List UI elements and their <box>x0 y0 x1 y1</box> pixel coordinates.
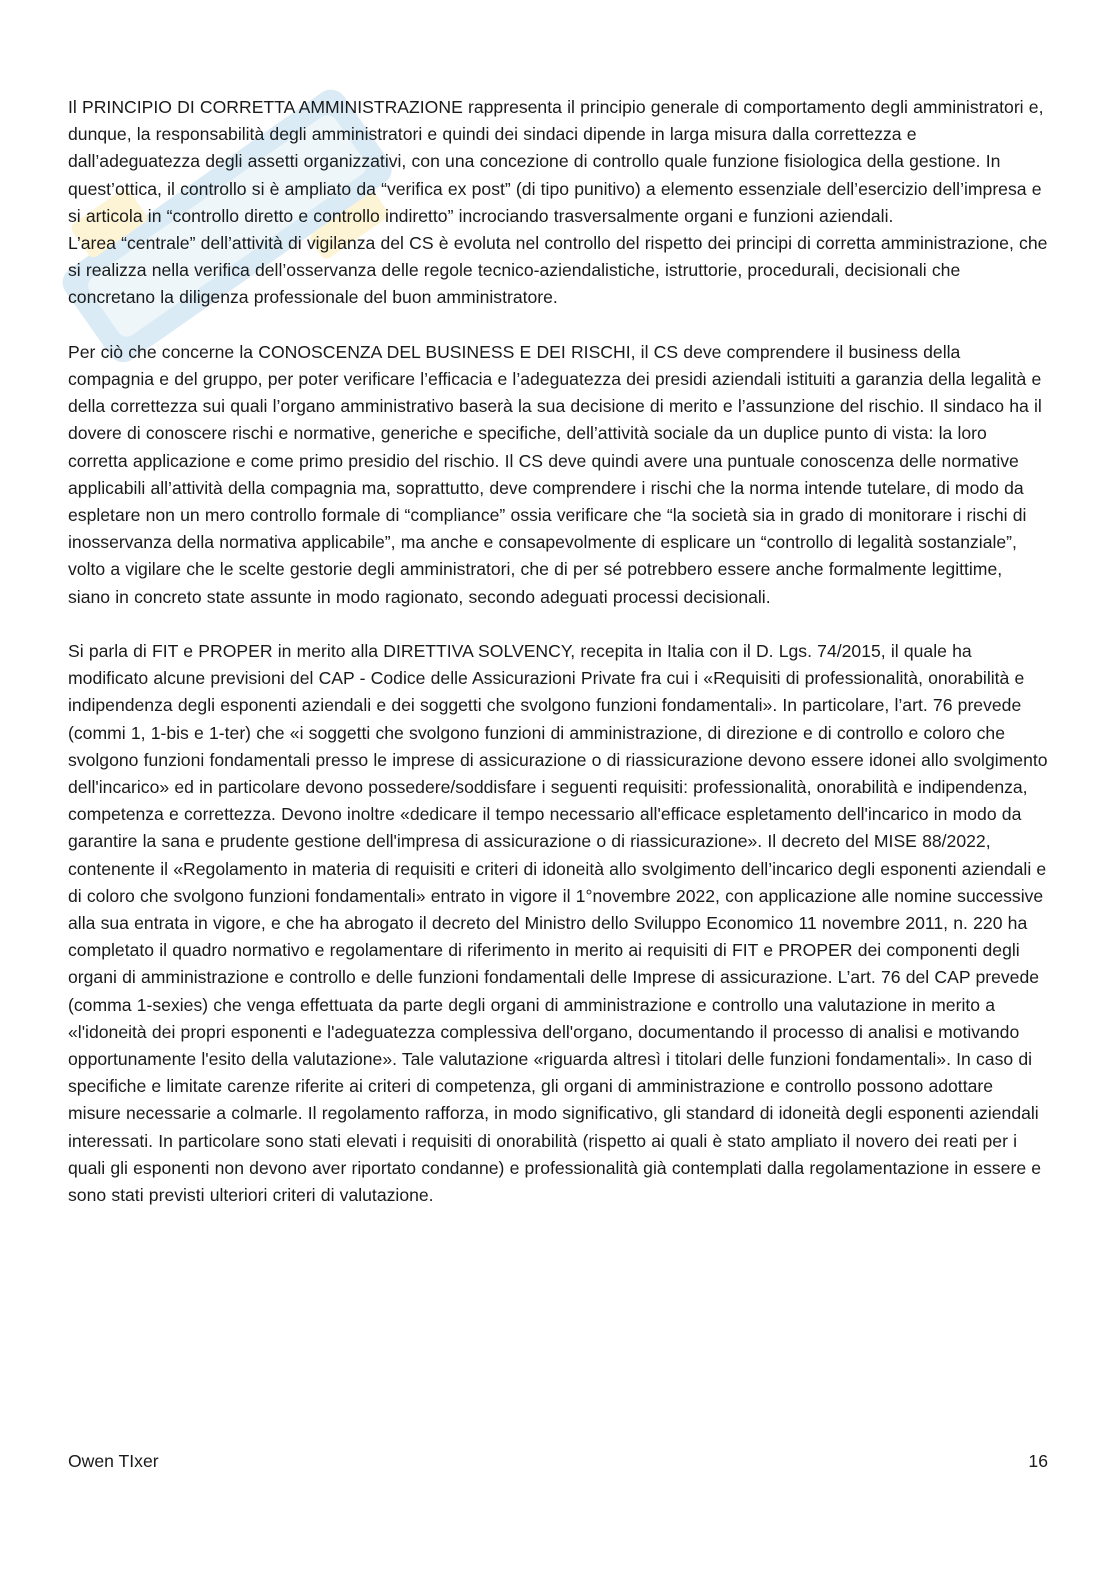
page-number: 16 <box>1028 1451 1048 1471</box>
paragraph-text: Si parla di FIT e PROPER in merito alla DIRETTIVA SOLVENCY, recepita in Italia con il D. Lgs. 74/2015, il quale ha modificato alcune previsioni del CAP - Codice delle Assicurazioni Private fra cui i «Requisiti di professionalità, onorabilità e indipendenza degli esponenti aziendali e dei soggetti che svolgono funzioni fondamentali». In particolare, l’art. 76 prevede (commi 1, 1-bis e 1-ter) che «i soggetti che svolgono funzioni di amministrazione, di direzione e di controllo e coloro che svolgono funzioni fondamentali presso le imprese di assicurazione o di riassicurazione devono essere idonei allo svolgimento dell'incarico» ed in particolare devono possedere/soddisfare i seguenti requisiti: professionalità, onorabilità e indipendenza, competenza e correttezza. Devono inoltre «dedicare il tempo necessario all'efficace espletamento dell'incarico in modo da garantire la sana e prudente gestione dell'impresa di assicurazione o di riassicurazione». Il decreto del MISE 88/2022, contenente il «Regolamento in materia di requisiti e criteri di idoneità allo svolgimento dell’incarico degli esponenti aziendali e di coloro che svolgono funzioni fondamentali» entrato in vigore il 1°novembre 2022, con applicazione alle nomine successive alla sua entrata in vigore, e che ha abrogato il decreto del Ministro dello Sviluppo Economico 11 novembre 2011, n. 220 ha completato il quadro normativo e regolamentare di riferimento in merito ai requisiti di FIT e PROPER dei componenti degli organi di amministrazione e controllo e delle funzioni fondamentali delle Imprese di assicurazione. L’art. 76 del CAP prevede (comma 1-sexies) che venga effettuata da parte degli organi di amministrazione e controllo una valutazione in merito a «l'idoneità dei propri esponenti e l'adeguatezza complessiva dell'organo, documentando il processo di analisi e motivando opportunamente l'esito della valutazione». Tale valutazione «riguarda altresì i titolari delle funzioni fondamentali». In caso di specifiche e limitate carenze riferite ai criteri di competenza, gli organi di amministrazione e controllo possono adottare misure necessarie a colmarle. Il regolamento rafforza, in modo significativo, gli standard di idoneità degli esponenti aziendali interessati. In particolare sono stati elevati i requisiti di onorabilità (rispetto ai quali è stato ampliato il novero dei reati per i quali gli esponenti non devono aver riportato condanne) e professionalità già contemplati dalla regolamentazione in essere e sono stati previsti ulteriori criteri di valutazione. <box>68 641 1048 1206</box>
page-footer <box>68 1448 1048 1475</box>
paragraph-gap <box>68 312 1048 339</box>
paragraph-fit-proper <box>68 638 1048 1209</box>
footer-author: Owen TIxer <box>68 1451 159 1471</box>
paragraph-conoscenza-business <box>68 339 1048 611</box>
document-body <box>68 94 1048 1209</box>
paragraph-corretta-amministrazione <box>68 94 1048 312</box>
paragraph-text: Per ciò che concerne la CONOSCENZA DEL BUSINESS E DEI RISCHI, il CS deve comprendere il business della compagnia e del gruppo, per poter verificare l’efficacia e l’adeguatezza dei presidi aziendali istituiti a garanzia della legalità e della correttezza sui quali l’organo amministrativo baserà la sua decisione di merito e l’assunzione del rischio. Il sindaco ha il dovere di conoscere rischi e normative, generiche e specifiche, dell’attività sociale da un duplice punto di vista: la loro corretta applicazione e come primo presidio del rischio. Il CS deve quindi avere una puntuale conoscenza delle normative applicabili all’attività della compagnia ma, soprattutto, deve comprendere i rischi che la norma intende tutelare, di modo da espletare non un mero controllo formale di “compliance” ossia verificare che “la società sia in grado di monitorare i rischi di inosservanza della normativa applicabile”, ma anche e consapevolmente di esplicare un “controllo di legalità sostanziale”, volto a vigilare che le scelte gestorie degli amministratori, che di per sé potrebbero essere anche formalmente legittime, siano in concreto state assunte in modo ragionato, secondo adeguati processi decisionali. <box>68 341 1042 607</box>
paragraph-gap <box>68 611 1048 638</box>
paragraph-text: L’area “centrale” dell’attività di vigilanza del CS è evoluta nel controllo del rispetto dei principi di corretta amministrazione, che si realizza nella verifica dell’osservanza delle regole tecnico-aziendalistiche, istruttorie, procedurali, decisionali che concretano la diligenza professionale del buon amministratore. <box>68 233 1048 308</box>
paragraph-text: Il PRINCIPIO DI CORRETTA AMMINISTRAZIONE rappresenta il principio generale di comportamento degli amministratori e, dunque, la responsabilità degli amministratori e quindi dei sindaci dipende in larga misura dalla correttezza e dall’adeguatezza degli assetti organizzativi, con una concezione di controllo quale funzione fisiologica della gestione. In quest’ottica, il controllo si è ampliato da “verifica ex post” (di tipo punitivo) a elemento essenziale dell’esercizio dell’impresa e si articola in “controllo diretto e controllo indiretto” incrociando trasversalmente organi e funzioni aziendali. <box>68 97 1044 226</box>
